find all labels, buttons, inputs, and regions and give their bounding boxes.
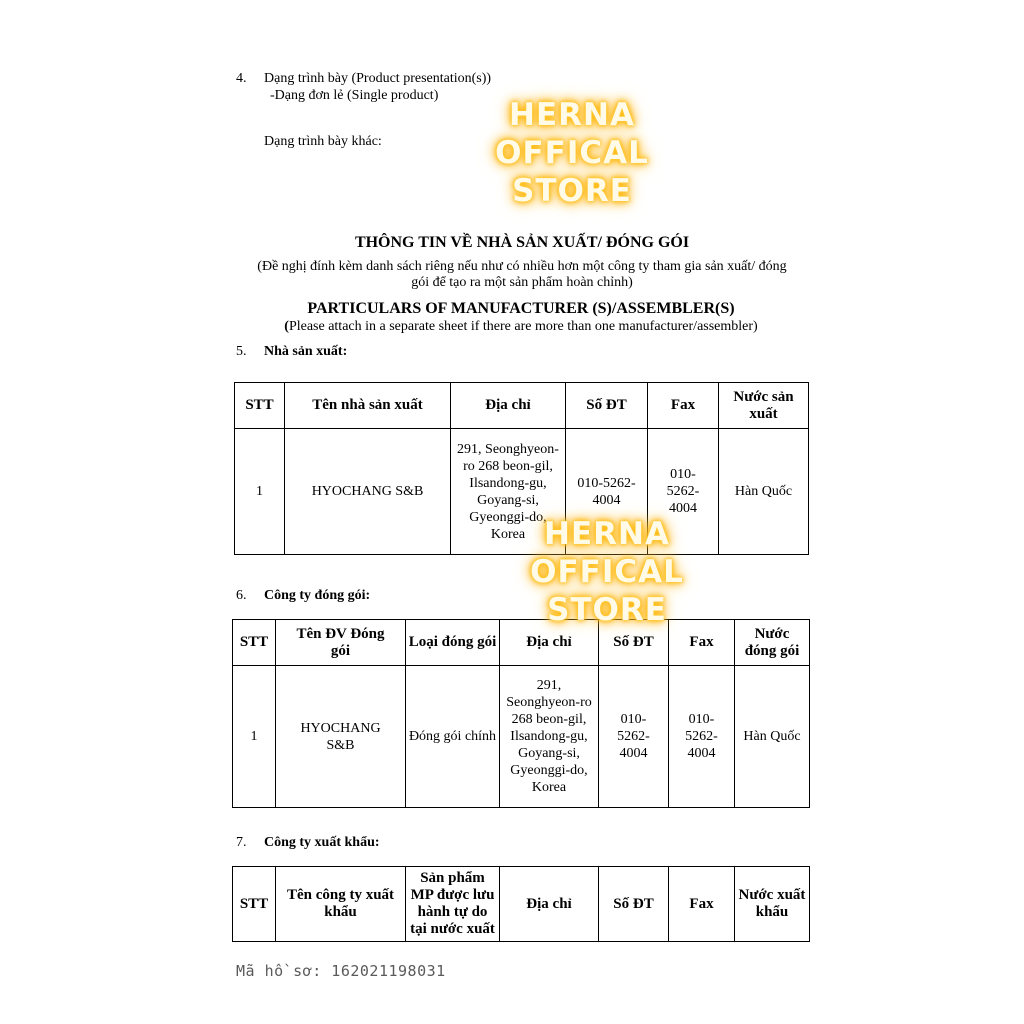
table-header-row [233,620,810,666]
header-cell: Fax [669,620,735,666]
table-cell: Hàn Quốc [735,666,810,808]
watermark-line: HERNA [544,516,670,552]
vn-note-line1: (Đề nghị đính kèm danh sách riêng nếu như có nhiều hơn một công ty tham gia sản xuất/ đóng [257,259,787,274]
en-note-paren: ( [284,319,289,334]
vn-note-line2: gói để tạo ra một sản phẩm hoàn chỉnh) [411,275,633,290]
table-cell: HYOCHANG S&B [276,666,406,808]
packer-table [232,619,810,808]
section-4-number: 4. [236,71,247,86]
table-cell: 010-5262-4004 [566,429,648,555]
store-watermark [492,96,652,210]
table-cell: Đóng gói chính [406,666,500,808]
header-cell: STT [235,383,285,429]
header-cell: Địa chỉ [500,867,599,942]
header-cell: Nước sản xuất [719,383,809,429]
single-product-line: -Dạng đơn lẻ (Single product) [270,88,439,103]
header-cell: Fax [669,867,735,942]
watermark-line: STORE [512,173,632,209]
header-cell: Số ĐT [599,620,669,666]
table-row [235,429,809,555]
en-heading: PARTICULARS OF MANUFACTURER (S)/ASSEMBLER(S) [307,300,735,317]
header-cell: Nước đóng gói [735,620,810,666]
header-cell: Tên ĐV Đóng gói [276,620,406,666]
other-presentation-line: Dạng trình bày khác: [264,134,382,149]
table-cell: 010-5262-4004 [669,666,735,808]
section-5-title: Nhà sản xuất: [264,344,348,359]
table-cell: 291, Seonghyeon-ro 268 beon-gil, Ilsandong-gu, Goyang-si, Gyeonggi-do, Korea [500,666,599,808]
watermark-line: STORE [547,592,667,628]
section-4-title: Dạng trình bày (Product presentation(s)) [264,71,492,86]
section-5-number: 5. [236,344,247,359]
vn-heading: THÔNG TIN VỀ NHÀ SẢN XUẤT/ ĐÓNG GÓI [354,234,690,251]
exporter-table [232,866,810,942]
watermark-line: HERNA [509,97,635,133]
header-cell: Địa chỉ [451,383,566,429]
header-cell: Tên công ty xuất khẩu [276,867,406,942]
header-cell: Địa chỉ [500,620,599,666]
watermark-line: OFFICAL [530,554,684,590]
table-cell: 1 [233,666,276,808]
table-cell: 291, Seonghyeon-ro 268 beon-gil, Ilsandong-gu, Goyang-si, Gyeonggi-do, Korea [451,429,566,555]
table-cell: 1 [235,429,285,555]
header-cell: Tên nhà sản xuất [285,383,451,429]
watermark-line: OFFICAL [495,135,649,171]
table-cell: 010-5262-4004 [648,429,719,555]
section-7-number: 7. [236,835,247,850]
table-row [233,666,810,808]
manufacturer-table [234,382,809,555]
table-header-row [235,383,809,429]
table-cell: HYOCHANG S&B [285,429,451,555]
header-cell: Sản phẩm MP được lưu hành tự do tại nước xuất [406,867,500,942]
header-cell: STT [233,867,276,942]
header-cell: STT [233,620,276,666]
table-header-row [233,867,810,942]
en-note [0,318,1024,335]
table-cell: 010-5262-4004 [599,666,669,808]
header-cell: Số ĐT [566,383,648,429]
section-6-title: Công ty đóng gói: [264,588,371,603]
header-cell: Loại đóng gói [406,620,500,666]
section-7-title: Công ty xuất khẩu: [264,835,380,850]
header-cell: Fax [648,383,719,429]
en-note-text: Please attach in a separate sheet if there are more than one manufacturer/assembler) [288,319,758,334]
store-watermark [527,515,687,629]
section-6-number: 6. [236,588,247,603]
table-cell: Hàn Quốc [719,429,809,555]
header-cell: Số ĐT [599,867,669,942]
header-cell: Nước xuất khẩu [735,867,810,942]
record-code: Mã hồ sơ: 162021198031 [236,962,446,980]
